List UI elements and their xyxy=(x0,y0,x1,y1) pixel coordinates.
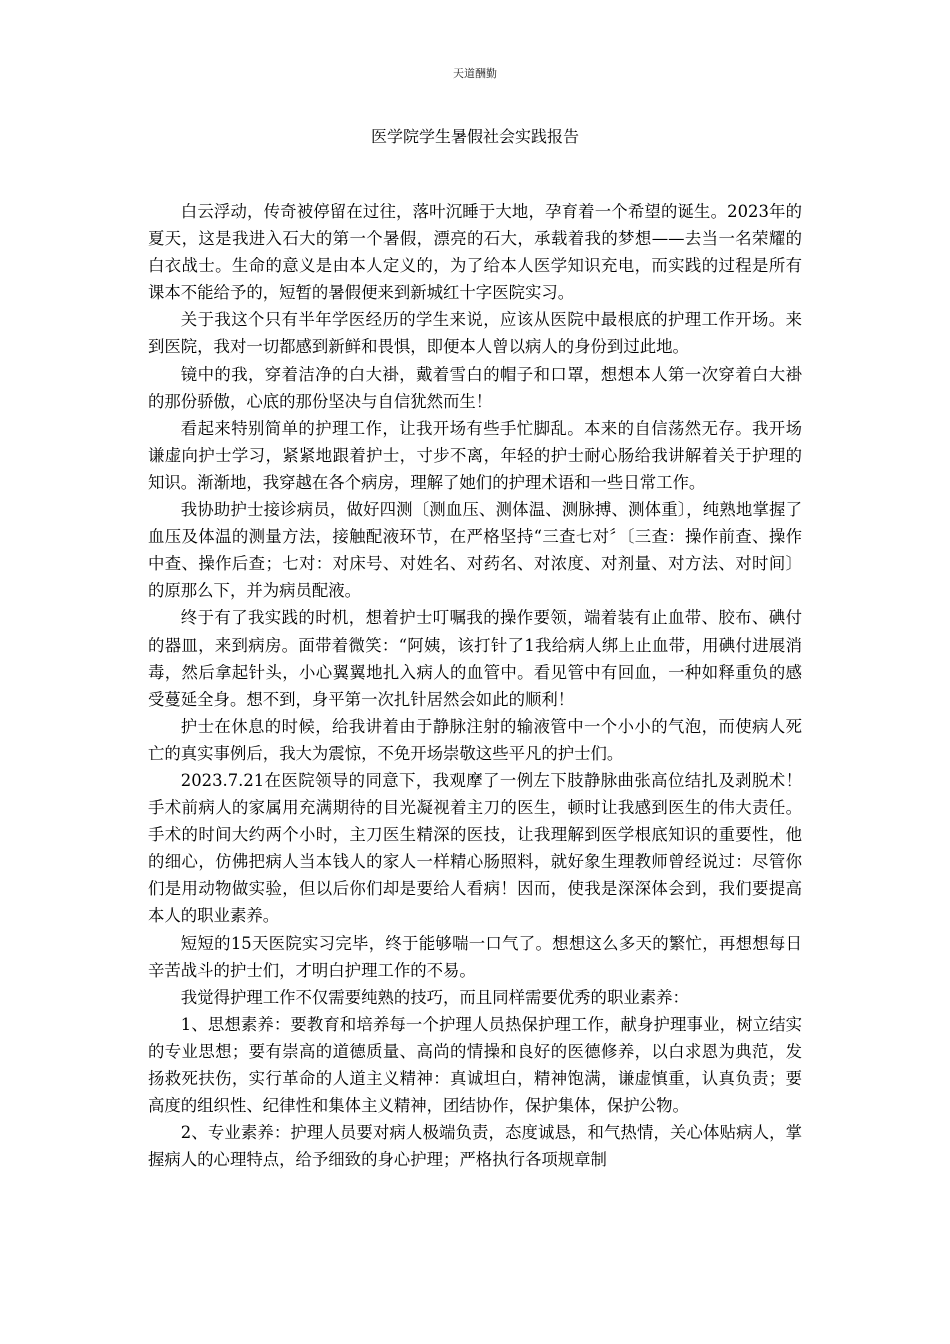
paragraph: 白云浮动，传奇被停留在过往，落叶沉睡于大地，孕育着一个希望的诞生。2023年的夏天，这是我进入石大的第一个暑假，漂亮的石大，承载着我的梦想——去当一名荣耀的白衣战士。生命的意义是由本人定义的，为了给本人医学知识充电，而实践的过程是所有课本不能给予的，短暂的暑假便来到新城红十字医院实习。 xyxy=(148,202,802,303)
paragraph: 1、思想素养：要教育和培养每一个护理人员热保护理工作，献身护理事业，树立结实的专业思想；要有崇高的道德质量、高尚的情操和良好的医德修养，以白求恩为典范，发扬救死扶伤，实行革命的人道主义精神：真诚坦白，精神饱满，谦虚慎重，认真负责；要高度的组织性、纪律性和集体主义精神，团结协作，保护集体，保护公物。 xyxy=(148,1014,802,1116)
document-title: 医学院学生暑假社会实践报告 xyxy=(370,127,579,146)
paragraph: 短短的15天医院实习完毕，终于能够喘一口气了。想想这么多天的繁忙，再想想每日辛苦战斗的护士们，才明白护理工作的不易。 xyxy=(148,933,802,980)
paragraph: 我协助护士接诊病员，做好四测〔测血压、测体温、测脉搏、测体重〕，纯熟地掌握了血压及体温的测量方法，接触配液环节，在严格坚持“三查七对〞〔三查：操作前查、操作中查、操作后查；七对：对床号、对姓名、对药名、对浓度、对剂量、对方法、对时间〕的原那么下，并为病员配液。 xyxy=(148,500,802,601)
paragraph: 2023.7.21在医院领导的同意下，我观摩了一例左下肢静脉曲张高位结扎及剥脱术！手术前病人的家属用充满期待的目光凝视着主刀的医生，顿时让我感到医生的伟大责任。手术的时间大约两个小时，主刀医生精深的医技，让我理解到医学根底知识的重要性，他的细心，仿佛把病人当本钱人的家人一样精心肠照料，就好象生理教师曾经说过：尽管你们是用动物做实验，但以后你们却是要给人看病！因而，使我是深深体会到，我们要提高本人的职业素养。 xyxy=(148,770,802,926)
paragraph: 镜中的我，穿着洁净的白大褂，戴着雪白的帽子和口罩，想想本人第一次穿着白大褂的那份骄傲，心底的那份坚决与自信犹然而生！ xyxy=(148,364,802,411)
paragraph: 2、专业素养：护理人员要对病人极端负责，态度诚恳，和气热情，关心体贴病人，掌握病人的心理特点，给予细致的身心护理；严格执行各项规章制 xyxy=(148,1123,802,1170)
document-body xyxy=(148,198,802,1173)
paragraph: 看起来特别简单的护理工作，让我开场有些手忙脚乱。本来的自信荡然无存。我开场谦虚向护士学习，紧紧地跟着护士，寸步不离，年轻的护士耐心肠给我讲解着关于护理的知识。渐渐地，我穿越在各个病房，理解了她们的护理术语和一些日常工作。 xyxy=(148,418,802,492)
paragraph: 我觉得护理工作不仅需要纯熟的技巧，而且同样需要优秀的职业素养： xyxy=(180,987,689,1007)
paragraph: 终于有了我实践的时机，想着护士叮嘱我的操作要领，端着装有止血带、胶布、碘付的器皿，来到病房。面带着微笑：“阿姨，该打针了1我给病人绑上止血带，用碘付进展消毒，然后拿起针头，小心翼翼地扎入病人的血管中。看见管中有回血，一种如释重负的感受蔓延全身。想不到，身平第一次扎针居然会如此的顺利！ xyxy=(148,608,802,709)
page-header: 天道酬勤 xyxy=(453,67,497,80)
paragraph: 护士在休息的时候，给我讲着由于静脉注射的输液管中一个小小的气泡，而使病人死亡的真实事例后，我大为震惊，不免开场崇敬这些平凡的护士们。 xyxy=(148,716,802,763)
paragraph: 关于我这个只有半年学医经历的学生来说，应该从医院中最根底的护理工作开场。来到医院，我对一切都感到新鲜和畏惧，即便本人曾以病人的身份到过此地。 xyxy=(148,310,802,357)
